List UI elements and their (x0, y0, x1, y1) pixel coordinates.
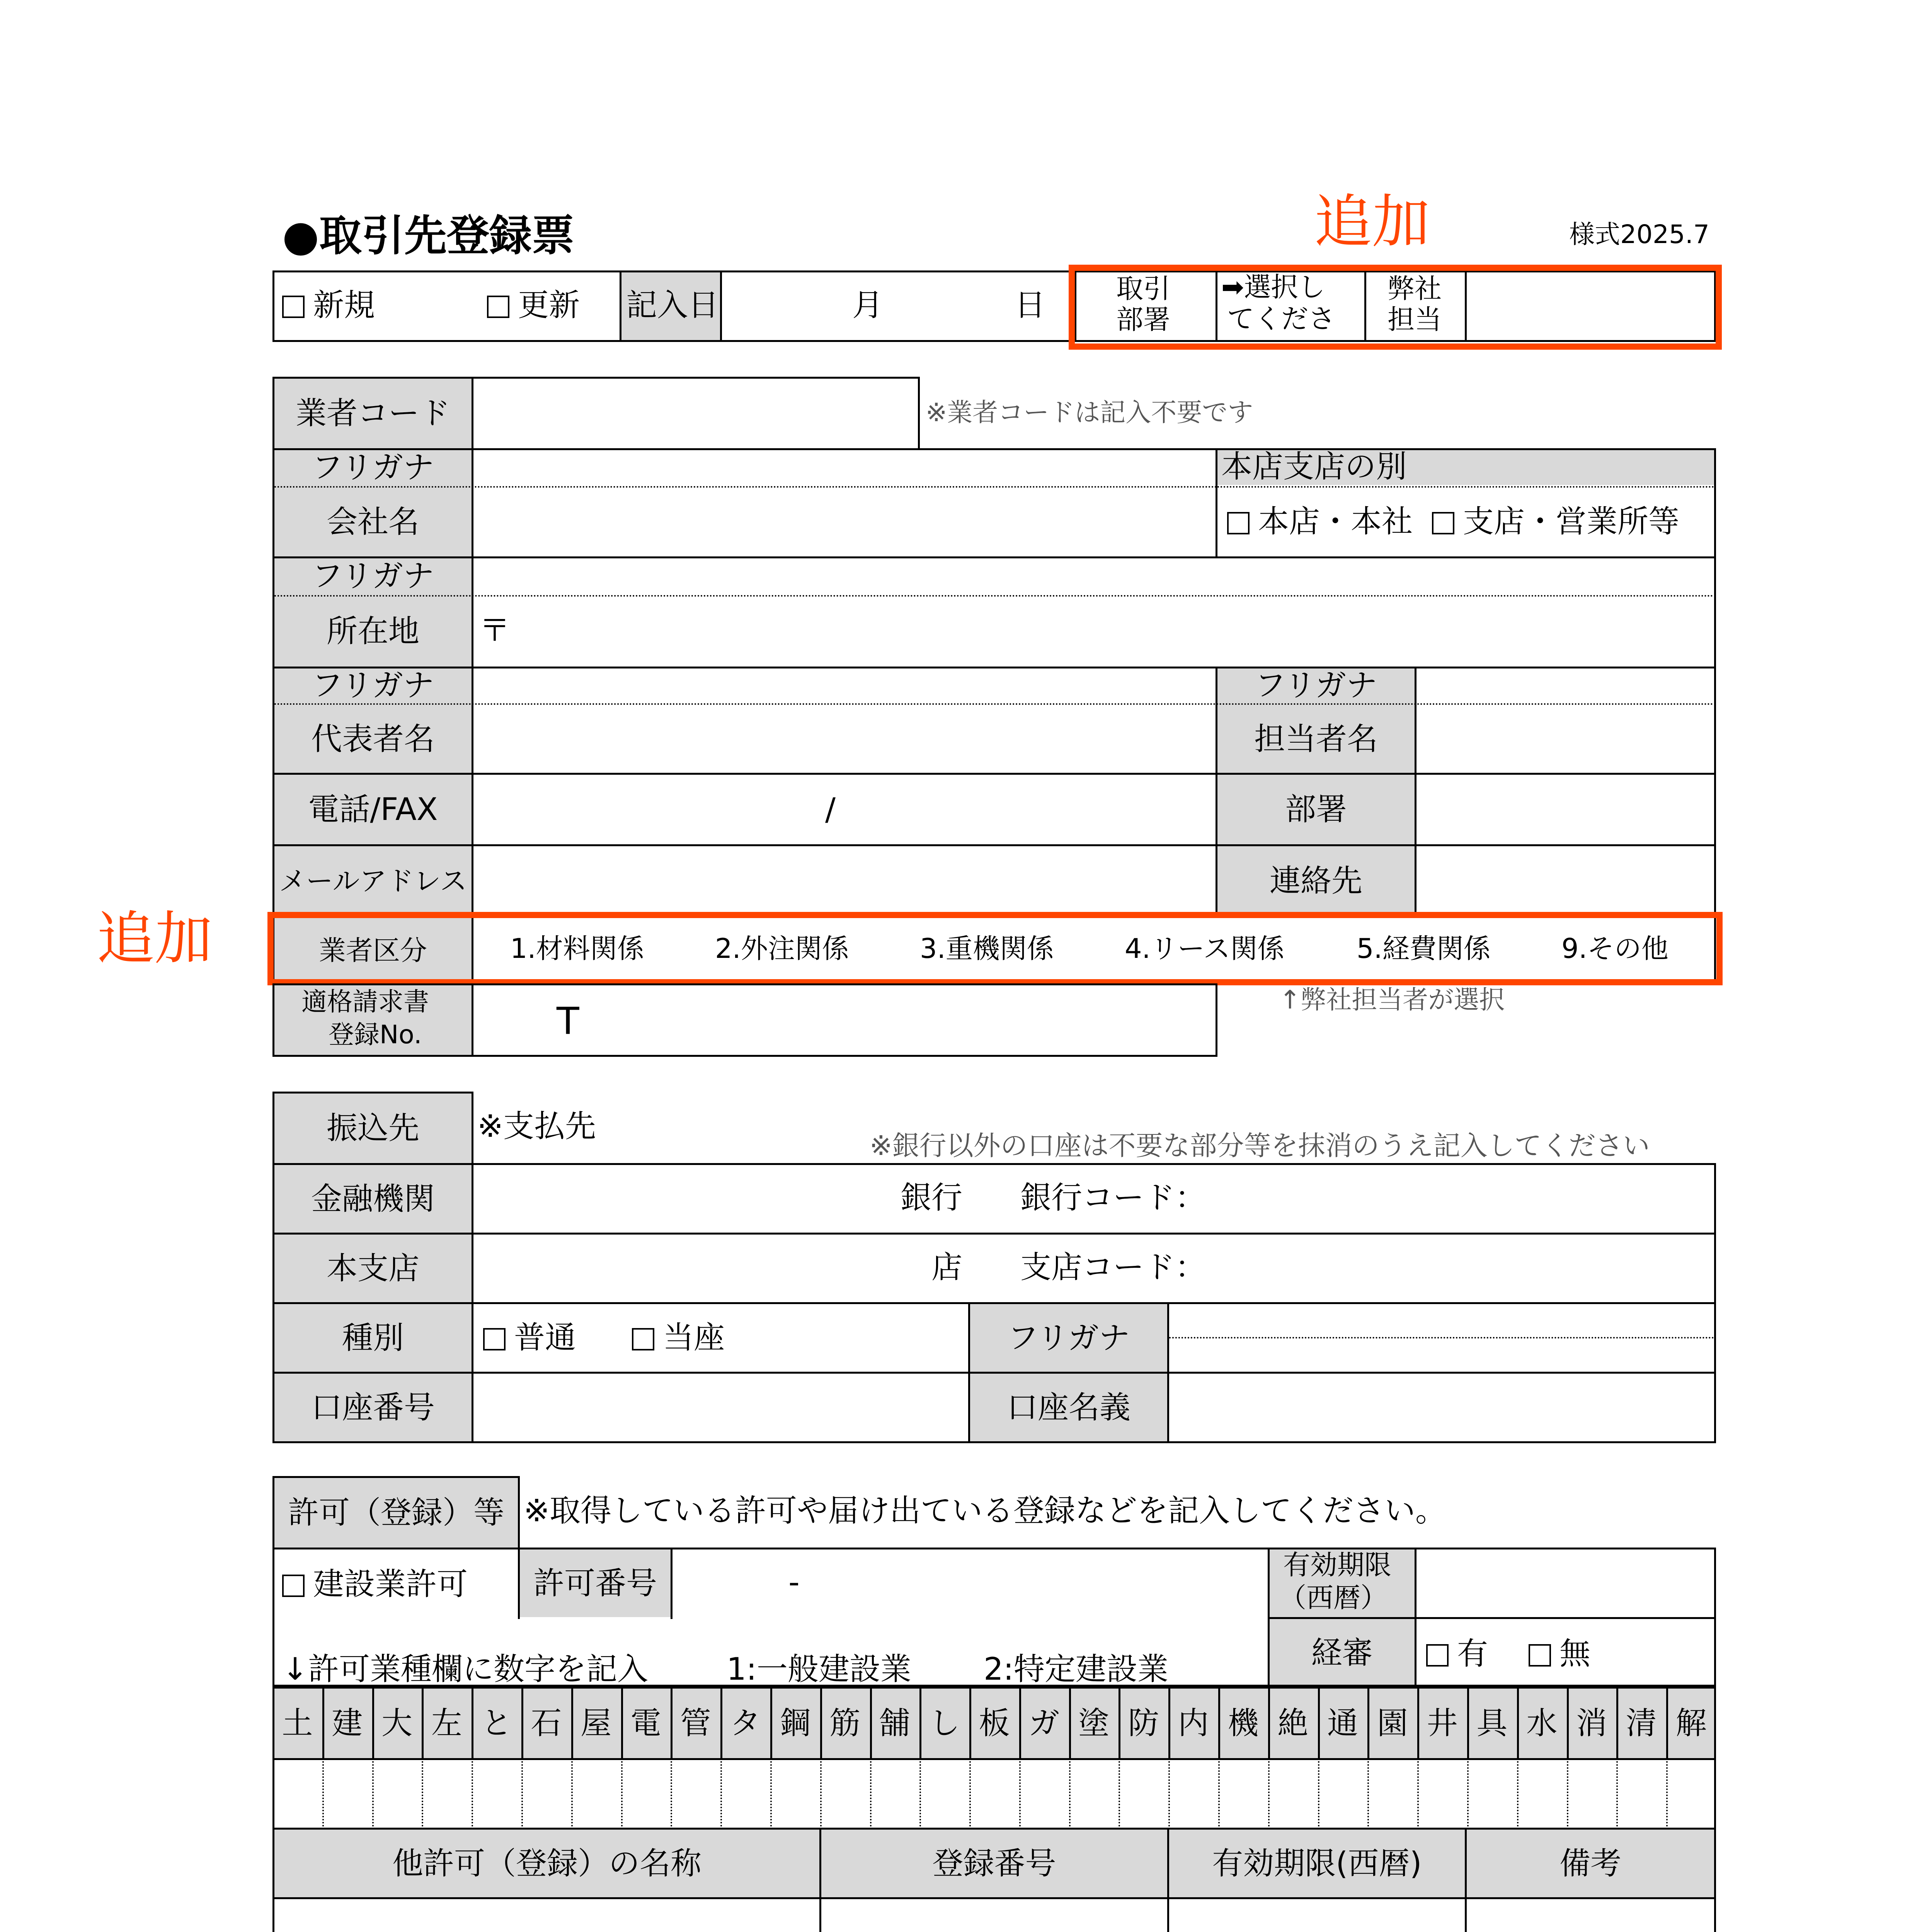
license-type-label: し (929, 1705, 960, 1741)
branch-office-label: 支店・営業所等 (1463, 503, 1679, 539)
license-type-label: 消 (1576, 1705, 1607, 1741)
license-type-label: 防 (1128, 1705, 1159, 1741)
license-type-label: 石 (531, 1705, 562, 1741)
page-title: ●取引先登録票 (282, 211, 574, 260)
branch-suffix: 店 (931, 1249, 962, 1285)
license-type-label: 左 (431, 1705, 462, 1741)
license-type-input[interactable] (1168, 1760, 1218, 1828)
dept-select-1[interactable]: ➡選択し (1221, 271, 1325, 303)
review-yes-label: 有 (1457, 1636, 1488, 1672)
license-type-label: 具 (1476, 1705, 1508, 1741)
furigana-label-2: フリガナ (312, 558, 434, 594)
branch-label: 本支店 (327, 1250, 419, 1286)
company-furigana-input[interactable] (473, 450, 1216, 485)
checkbox-icon (632, 1328, 654, 1350)
representative-input[interactable] (473, 705, 1216, 773)
reg-no-header: 登録番号 (932, 1845, 1056, 1881)
invoice-reg-label-1: 適格請求書 (301, 987, 429, 1017)
update-checkbox[interactable] (487, 287, 580, 323)
category-3[interactable]: 3.重機関係 (920, 933, 1054, 964)
furigana-label-4: フリガナ (1255, 667, 1377, 703)
license-type-input[interactable] (770, 1760, 820, 1828)
permit-dash: - (788, 1564, 800, 1600)
institution-label: 金融機関 (311, 1180, 435, 1217)
license-type-label: 通 (1327, 1705, 1359, 1741)
day-label: 日 (1015, 287, 1045, 323)
contact-person-label: 担当者名 (1254, 721, 1378, 757)
invoice-reg-label-2: 登録No. (329, 1020, 422, 1049)
license-type-label: 園 (1377, 1705, 1408, 1741)
invoice-reg-input[interactable] (595, 985, 1214, 1055)
department-input[interactable] (1416, 775, 1714, 844)
furigana-label-3: フリガナ (312, 667, 434, 703)
license-type-label: と (481, 1705, 512, 1741)
review-label: 経審 (1311, 1634, 1373, 1671)
account-no-label: 口座番号 (311, 1389, 435, 1425)
checkbox-icon (1529, 1644, 1551, 1667)
remarks-header: 備考 (1559, 1845, 1621, 1881)
license-note: ※取得している許可や届け出ている登録などを記入してください。 (524, 1493, 1447, 1529)
license-type-input[interactable] (1218, 1760, 1268, 1828)
license-type-label: 筋 (829, 1705, 861, 1741)
payee-label: ※支払先 (477, 1108, 596, 1144)
license-type-label: 屋 (581, 1705, 612, 1741)
ordinary-label: 普通 (514, 1320, 576, 1355)
checkbox-icon (487, 296, 509, 318)
head-office-label: 本店・本社 (1258, 503, 1413, 539)
branch-code-input[interactable] (1237, 1235, 1712, 1302)
construction-checkbox[interactable] (282, 1566, 468, 1602)
license-type-input[interactable] (969, 1760, 1019, 1828)
checkbox-icon (282, 296, 305, 318)
license-type-input[interactable] (521, 1760, 571, 1828)
license-type-label: ガ (1028, 1705, 1060, 1741)
category-1[interactable]: 1.材料関係 (510, 933, 644, 964)
email-input[interactable] (473, 846, 1216, 916)
expiry-input[interactable] (1416, 1549, 1714, 1617)
license-type-label: 土 (282, 1705, 313, 1741)
representative-label: 代表者名 (311, 721, 435, 757)
staff-label-1: 弊社 (1388, 273, 1442, 304)
license-type-input[interactable] (1616, 1760, 1666, 1828)
license-type-label: 清 (1626, 1705, 1657, 1741)
checkbox-icon (1426, 1644, 1449, 1667)
contact-person-input[interactable] (1416, 705, 1714, 773)
construction-label: 建設業許可 (313, 1566, 468, 1602)
license-type-input[interactable] (322, 1760, 372, 1828)
checkbox-icon (1227, 512, 1250, 534)
ordinary-checkbox[interactable] (483, 1322, 576, 1353)
license-type-input[interactable] (1367, 1760, 1417, 1828)
bank-name-input[interactable] (473, 1165, 891, 1233)
bank-code-label: 銀行コード： (1020, 1180, 1206, 1216)
license-type-input[interactable] (1467, 1760, 1517, 1828)
license-type-label: 塗 (1078, 1705, 1110, 1741)
company-name-input[interactable] (473, 488, 1216, 556)
added-label-left: 追加 (97, 905, 213, 973)
category-4[interactable]: 4.リース関係 (1125, 933, 1285, 964)
phone-separator: / (825, 791, 836, 827)
license-type-label: 水 (1526, 1705, 1558, 1741)
account-name-input[interactable] (1169, 1374, 1714, 1441)
license-type-label: 管 (680, 1705, 711, 1741)
department-label: 部署 (1285, 791, 1347, 827)
license-type-input[interactable] (671, 1760, 720, 1828)
postal-mark: 〒 (479, 612, 510, 648)
license-type-label: 機 (1227, 1705, 1259, 1741)
license-type-input[interactable] (621, 1760, 671, 1828)
license-type-input[interactable] (372, 1760, 422, 1828)
dept-label-2: 部署 (1116, 304, 1170, 335)
staff-label-2: 担当 (1388, 304, 1442, 335)
company-name-label: 会社名 (327, 504, 419, 540)
account-type-label: 種別 (342, 1320, 404, 1356)
bank-note: ※銀行以外の口座は不要な部分等を抹消のうえ記入してください (870, 1130, 1650, 1162)
expiry-label-1: 有効期限 (1283, 1549, 1391, 1581)
vendor-code-note: ※業者コードは記入不要です (926, 398, 1253, 427)
other-expiry-header: 有効期限(西暦) (1212, 1845, 1422, 1881)
bank-code-input[interactable] (1237, 1165, 1712, 1233)
account-no-input[interactable] (473, 1374, 968, 1441)
license-type-label: 建 (332, 1705, 363, 1741)
other-permit-name-header: 他許可（登録）の名称 (392, 1845, 701, 1881)
bank-suffix: 銀行 (901, 1180, 962, 1216)
review-no-checkbox[interactable] (1529, 1636, 1590, 1672)
branch-type-label: 本店支店の別 (1221, 449, 1407, 485)
transfer-label: 振込先 (327, 1110, 419, 1146)
new-checkbox[interactable] (282, 287, 375, 323)
license-type-input[interactable] (820, 1760, 870, 1828)
license-type-input[interactable] (1019, 1760, 1069, 1828)
update-label: 更新 (518, 287, 580, 323)
checkbox-icon (483, 1328, 506, 1350)
general-construction: 1:一般建設業 (727, 1651, 911, 1687)
checkbox-icon (282, 1575, 305, 1597)
license-type-label: 絶 (1277, 1705, 1309, 1741)
other-permit-row[interactable] (274, 1899, 1714, 1932)
added-highlight-left (267, 912, 1723, 985)
license-type-label: タ (730, 1705, 761, 1741)
license-type-label: 内 (1178, 1705, 1209, 1741)
branch-office-checkbox[interactable] (1432, 503, 1679, 539)
current-checkbox[interactable] (632, 1322, 725, 1353)
license-title: 許可（登録）等 (288, 1495, 504, 1531)
review-yes-checkbox[interactable] (1426, 1636, 1488, 1672)
dept-label-1: 取引 (1116, 273, 1170, 304)
branch-code-label: 支店コード： (1020, 1249, 1206, 1285)
license-type-input[interactable] (1417, 1760, 1467, 1828)
license-type-input[interactable] (1666, 1760, 1716, 1828)
category-9[interactable]: 9.その他 (1561, 933, 1668, 964)
vendor-category-label: 業者区分 (319, 935, 427, 966)
form-version: 様式2025.7 (1569, 219, 1709, 249)
special-construction: 2:特定建設業 (984, 1651, 1168, 1687)
category-2[interactable]: 2.外注関係 (715, 933, 849, 964)
vendor-code-input[interactable] (473, 379, 918, 448)
license-type-label: 電 (630, 1705, 661, 1741)
license-type-input[interactable] (422, 1760, 472, 1828)
license-type-label: 大 (381, 1705, 412, 1741)
license-type-label: 解 (1675, 1705, 1707, 1741)
license-type-input[interactable] (272, 1760, 322, 1828)
entry-date-label: 記入日 (626, 287, 719, 323)
license-type-input[interactable] (1567, 1760, 1617, 1828)
license-type-input[interactable] (870, 1760, 920, 1828)
invoice-prefix: T (557, 1000, 579, 1043)
license-type-label: 鋼 (780, 1705, 811, 1741)
license-type-input[interactable] (571, 1760, 621, 1828)
address-input[interactable] (510, 597, 1712, 666)
branch-name-input[interactable] (473, 1235, 891, 1302)
added-label-top: 追加 (1314, 189, 1430, 256)
account-name-label: 口座名義 (1007, 1389, 1130, 1425)
license-type-input[interactable] (1318, 1760, 1368, 1828)
contact-label: 連絡先 (1270, 863, 1362, 899)
license-type-label: 井 (1427, 1705, 1458, 1741)
added-highlight-top (1069, 265, 1722, 350)
month-label: 月 (852, 287, 883, 323)
phone-fax-label: 電話/FAX (308, 791, 438, 827)
category-5[interactable]: 5.経費関係 (1357, 933, 1491, 964)
vendor-code-label: 業者コード (296, 395, 450, 431)
checkbox-icon (1432, 512, 1454, 534)
license-type-input[interactable] (720, 1760, 770, 1828)
license-type-input[interactable] (1268, 1760, 1318, 1828)
email-label: メールアドレス (279, 865, 467, 897)
license-type-label: 板 (979, 1705, 1010, 1741)
license-type-label: 舗 (879, 1705, 910, 1741)
license-type-input[interactable] (472, 1760, 521, 1828)
staff-select-note: ↑弊社担当者が選択 (1279, 985, 1505, 1015)
license-type-input[interactable] (1517, 1760, 1567, 1828)
license-type-input[interactable] (1069, 1760, 1119, 1828)
current-label: 当座 (663, 1320, 725, 1355)
head-office-checkbox[interactable] (1227, 503, 1413, 539)
license-instruction: ↓許可業種欄に数字を記入 (282, 1651, 649, 1687)
address-label: 所在地 (327, 613, 419, 649)
new-label: 新規 (313, 287, 375, 323)
license-type-input[interactable] (919, 1760, 969, 1828)
dept-select-2[interactable]: てくださ (1227, 303, 1335, 335)
furigana-label-1: フリガナ (312, 449, 434, 485)
review-no-label: 無 (1559, 1636, 1590, 1672)
expiry-label-2: （西暦） (1279, 1582, 1388, 1614)
contact-input[interactable] (1416, 846, 1714, 916)
bank-furigana-label: フリガナ (1008, 1320, 1130, 1356)
license-type-input[interactable] (1119, 1760, 1168, 1828)
permit-no-label: 許可番号 (533, 1565, 657, 1601)
